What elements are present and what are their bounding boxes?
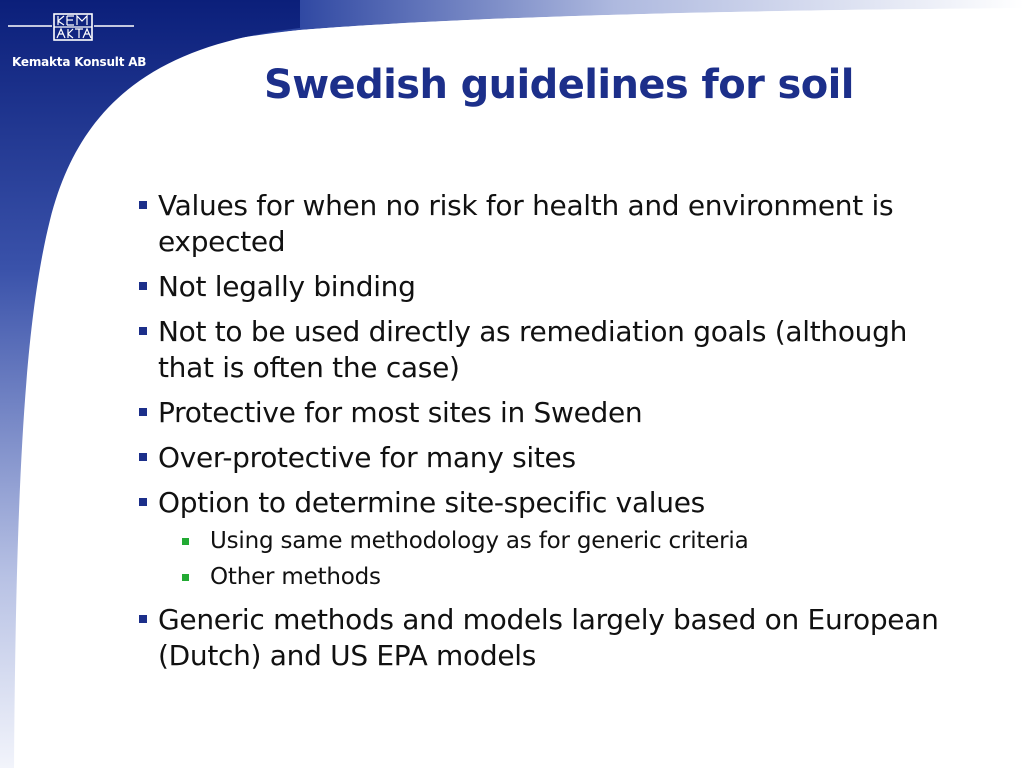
sub-bullet-text: Using same methodology as for generic criteria xyxy=(210,528,749,554)
bullet-text: Over-protective for many sites xyxy=(158,441,576,474)
bullet-item xyxy=(136,188,956,260)
bullet-text: Not legally binding xyxy=(158,270,416,303)
bullet-text: Values for when no risk for health and environment is expected xyxy=(158,189,894,258)
bullet-text: Generic methods and models largely based on European (Dutch) and US EPA models xyxy=(158,603,939,672)
bullet-item xyxy=(136,395,956,431)
company-logo xyxy=(8,12,147,72)
bullet-text: Protective for most sites in Sweden xyxy=(158,396,643,429)
bullet-item xyxy=(136,314,956,386)
square-bullet-icon xyxy=(139,615,147,623)
bullet-item xyxy=(136,602,956,674)
green-square-bullet-icon xyxy=(182,538,189,545)
company-name: Kemakta Konsult AB xyxy=(12,55,147,69)
bullet-list xyxy=(136,188,956,683)
bullet-item xyxy=(136,440,956,476)
sub-bullet-item xyxy=(136,563,956,591)
sub-bullet-text: Other methods xyxy=(210,564,381,590)
kemakta-logo-icon xyxy=(8,12,138,52)
bullet-text: Option to determine site-specific values xyxy=(158,486,705,519)
slide-title: Swedish guidelines for soil xyxy=(264,62,854,108)
bullet-item xyxy=(136,269,956,305)
square-bullet-icon xyxy=(139,201,147,209)
bullet-item xyxy=(136,485,956,521)
sub-bullet-item xyxy=(136,527,956,555)
square-bullet-icon xyxy=(139,408,147,416)
square-bullet-icon xyxy=(139,282,147,290)
bullet-text: Not to be used directly as remediation goals (although that is often the case) xyxy=(158,315,908,384)
square-bullet-icon xyxy=(139,327,147,335)
square-bullet-icon xyxy=(139,498,147,506)
square-bullet-icon xyxy=(139,453,147,461)
green-square-bullet-icon xyxy=(182,574,189,581)
